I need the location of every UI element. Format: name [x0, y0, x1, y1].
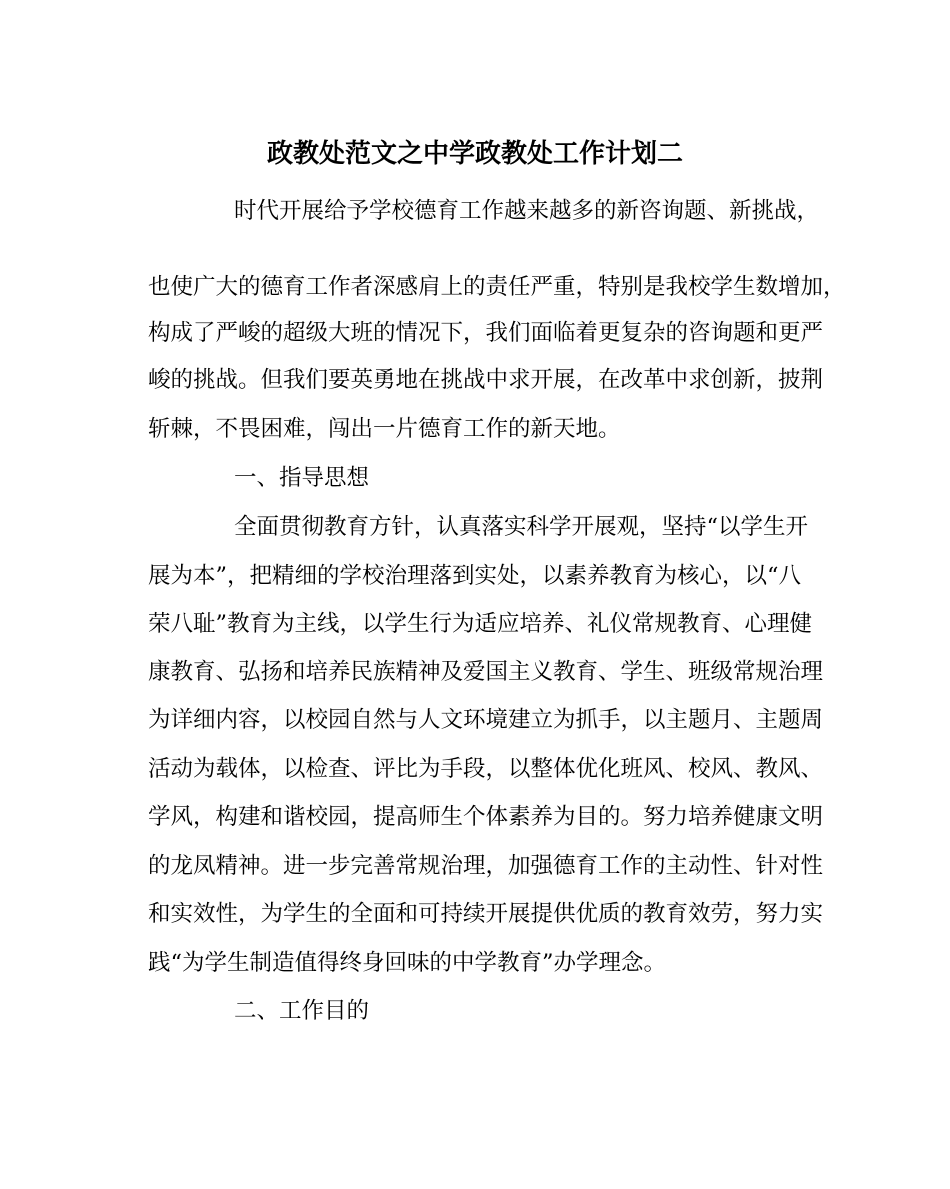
- paragraph-line: 学风，构建和谐校园，提高师生个体素养为目的。努力培养健康文明: [148, 804, 824, 830]
- paragraph-line: 践“为学生制造值得终身回味的中学教育”办学理念。: [148, 950, 667, 976]
- paragraph-line: 活动为载体，以检查、评比为手段，以整体优化班风、校风、教风、: [148, 756, 824, 782]
- paragraph-line: 康教育、弘扬和培养民族精神及爱国主义教育、学生、班级常规治理: [148, 659, 824, 685]
- section-heading: 一、指导思想: [234, 465, 370, 491]
- section-heading: 二、工作目的: [234, 998, 370, 1024]
- paragraph-line: 和实效性，为学生的全面和可持续开展提供优质的教育效劳，努力实: [148, 901, 824, 927]
- paragraph-line: 展为本”，把精细的学校治理落到实处，以素养教育为核心，以“八: [148, 563, 802, 589]
- paragraph-line: 的龙凤精神。进一步完善常规治理，加强德育工作的主动性、针对性: [148, 853, 824, 879]
- paragraph-line: 时代开展给予学校德育工作越来越多的新咨询题、新挑战，: [234, 198, 820, 224]
- paragraph-line: 为详细内容，以校园自然与人文环境建立为抓手，以主题月、主题周: [148, 707, 824, 733]
- paragraph-line: 构成了严峻的超级大班的情况下，我们面临着更复杂的咨询题和更严: [148, 320, 824, 346]
- paragraph-line: 峻的挑战。但我们要英勇地在挑战中求开展，在改革中求创新，披荆: [148, 367, 824, 393]
- paragraph-line: 全面贯彻教育方针，认真落实科学开展观，坚持“以学生开: [234, 514, 809, 540]
- document-title: 政教处范文之中学政教处工作计划二: [266, 139, 683, 169]
- paragraph-line: 也使广大的德育工作者深感肩上的责任严重，特别是我校学生数增加，: [148, 274, 846, 300]
- paragraph-line: 斩棘，不畏困难，闯出一片德育工作的新天地。: [148, 416, 621, 442]
- paragraph-line: 荣八耻”教育为主线，以学生行为适应培养、礼仪常规教育、心理健: [148, 611, 813, 637]
